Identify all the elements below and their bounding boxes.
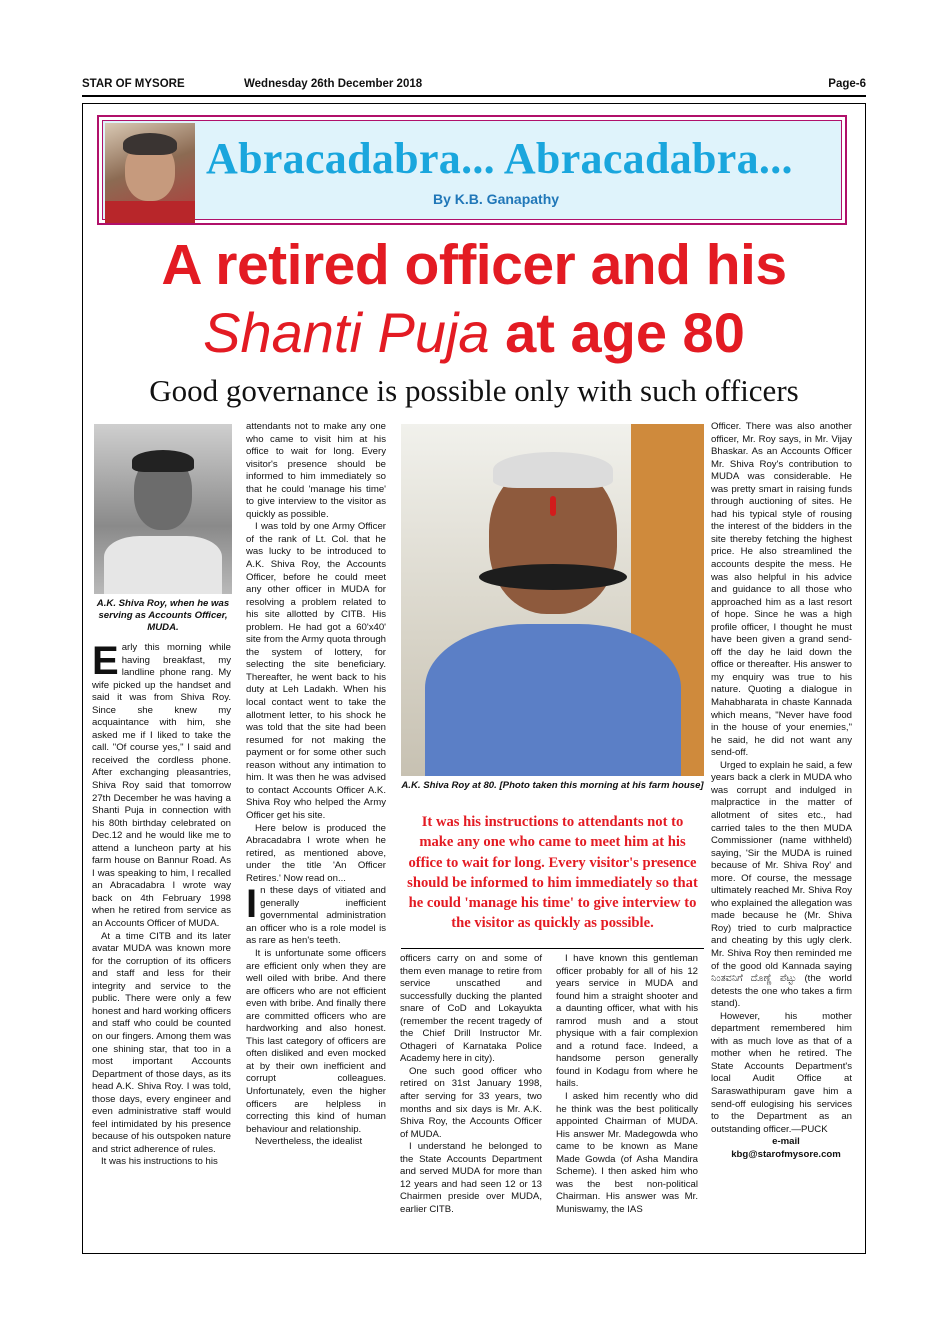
photo-shiva-roy-at-80 bbox=[401, 424, 704, 776]
headline-bold: at age 80 bbox=[505, 301, 745, 364]
headline-line-1: A retired officer and his bbox=[161, 233, 787, 297]
photo-caption-center: A.K. Shiva Roy at 80. [Photo taken this morning at his farm house] bbox=[401, 780, 704, 791]
paragraph: I have known this gentleman officer probably for all of his 12 years service in MUDA and found him a straight shooter and a daunting officer, what with his ramrod mush and a stout physique with a fair complexion and a rotund face. Indeed, a handsome person generally found in Kodagu from where he hails. bbox=[556, 953, 698, 1090]
page-number: Page-6 bbox=[828, 78, 866, 90]
paragraph: At a time CITB and its later avatar MUDA was known more for the corruption of its officers and staff and less for their integrity and service to the public. There were only a few honest and hard working officers and staff who could be counted on our fingers. Among them was one shining star, that too in a most important Accounts Department of those days, as its head A.K. Shiva Roy. I was told, those days, every engineer and even administrative staff would feel intimidated by his presence because of his outspoken nature and strict adherence of rules. bbox=[92, 930, 231, 1155]
paragraph: officers carry on and some of them even manage to retire from service unscathed and successfully ducking the planted snare of CoD and Lokayukta (remember the recent tragedy of the Chief Drill Instructor Mr. Othageri of Karnataka Police Academy here in city). bbox=[400, 953, 542, 1065]
paragraph: Urged to explain he said, a few years back a clerk in MUDA who was corrupt and indulged in malpractice in the matter of allotment of sites etc., had carried tales to the then MUDA Commissioner (name withheld) saying, 'Sir the MUDA is ruined because of Mr. Shiva Roy' and more. Of course, the message ultimately reached Mr. Shiva Roy who explained the allegation was made because he (Mr. Shiva Roy) tried to curb malpractice and cheating by this ugly clerk. Mr. Shiva Roy then reminded me of the good old Kannada saying ನಿಂತವನಿಗೆ ದೊಣ್ಣೆ ಪೆಟ್ಟು (the world detests the one who takes a firm stand). bbox=[711, 759, 852, 1010]
paragraph: I understand he belonged to the State Accounts Department and served MUDA for more than 12 years and had seen 12 or 13 Chairmen preside over MUDA, earlier CITB. bbox=[400, 1141, 542, 1215]
author-email[interactable]: kbg@starofmysore.com bbox=[731, 1148, 841, 1160]
column-5 bbox=[711, 421, 852, 1161]
issue-date: Wednesday 26th December 2018 bbox=[244, 78, 423, 90]
paragraph: Early this morning while having breakfast, my landline phone rang. My wife picked up the handset and said it was from Shiva Roy. Since she knew my acquaintance with him, she asked me if I liked to take the call. "Of course yes," I said and received the cordless phone. After exchanging pleasantries, Shiva Roy said that tomorrow 27th December he was having a Shanti Puja in connection with his 80th birthday celebrated on Dec.12 and he would like me to attend a luncheon party at his farm house on Bannur Road. As I was speaking to him, I recalled an Abracadabra I wrote way back on 4th February 1998 when he retired from service as an Accounts Officer of MUDA. bbox=[92, 639, 231, 930]
paragraph: Nevertheless, the idealist bbox=[255, 1136, 363, 1148]
page-header bbox=[82, 78, 866, 94]
author-photo bbox=[105, 123, 195, 223]
photo-shiva-roy-young bbox=[94, 424, 232, 594]
column-2 bbox=[246, 421, 386, 1149]
paragraph: Officer. There was also another officer, Mr. Roy says, in Mr. Vijay Bhaskar. As an Accounts Officer Mr. Shiva Roy's contribution to MUDA was considerable. He was pretty smart in raising funds through auctioning of sites. He had his typical style of rousing the interest of the bidders in the site thereby fetching the highest price. He also streamlined the accounts despite the mess. He was also helpful in his advice and guidance to all those who approached him as a last resort of hope. Since he was a high profile officer, I thought he must have been given a grand send-off the day he laid down the office or thereafter. His answer to my enquiry was true to his nature. Quoting a dialogue in Mahabharata in chaste Kannada which means, "Never have food in the house of your enemies," he said, he did not want any send-off. bbox=[711, 421, 852, 759]
banner-inner bbox=[102, 120, 842, 220]
paragraph: attendants not to make any one who came to visit him at his office to wait for long. Every visitor's presence should be informed to him immediately so that he could 'manage his time' to give interview to the visitor as quickly as possible. bbox=[246, 421, 386, 520]
photo-caption-left: A.K. Shiva Roy, when he was serving as Accounts Officer, MUDA. bbox=[96, 598, 230, 633]
pull-quote: It was his instructions to attendants not to make any one who came to meet him at his office to wait for long. Every visitor's presence should be informed to him immediately so that he could 'manage his time' to give interview to the visitor as quickly as possible. bbox=[407, 814, 698, 932]
paragraph: One such good officer who retired on 31st January 1998, after serving for 33 years, two months and six days is Mr. A.K. Shiva Roy, the Accounts Officer of MUDA. bbox=[400, 1065, 542, 1140]
column-1 bbox=[92, 639, 231, 1169]
email-label: e-mail bbox=[772, 1136, 800, 1148]
paragraph: It is unfortunate some officers are efficient only when they are well oiled with bribe. And there are officers who are not efficient even with bribe. And finally there are committed officers who are hardworking and also honest. This last category of officers are often disliked and even mocked at by their own inefficient and corrupt colleagues. Unfortunately, even the higher officers are helpless in correcting this kind of human behaviour and relationship. bbox=[246, 947, 386, 1135]
paper-name: STAR OF MYSORE bbox=[82, 78, 185, 90]
column-banner bbox=[97, 115, 847, 225]
header-rule bbox=[82, 95, 866, 97]
subheadline: Good governance is possible only with such officers bbox=[149, 373, 799, 408]
paragraph: However, his mother department remembered him with as much love as that of a mother when he retired. The State Accounts Department's local Audit Office at Saraswathipuram gave him a send-off eulogising his services to the Department as an outstanding officer.—PUCK bbox=[711, 1010, 852, 1135]
byline: By K.B. Ganapathy bbox=[433, 191, 560, 207]
headline-line-2 bbox=[82, 300, 866, 365]
paragraph: In these days of vitiated and generally inefficient governmental administration an officer who is a role model is as rare as hen's teeth. bbox=[246, 882, 386, 947]
paragraph: I was told by one Army Officer of the rank of Lt. Col. that he was lucky to be introduced to A.K. Shiva Roy, the Accounts Officer, before he could meet any other officer in MUDA for resolving a problem related to his site allotted by CITB. His problem. He had got a 60'x40' site from the Army quota through the system of lottery, for selecting the site beneficiary. Thereafter, he went back to his duty at Leh Ladakh. When his local contact went to take the allotment letter, to his shock he was told that the site had been resumed for not making the payment or for some other such reason without any intimation to him. It was then he was advised to contact Accounts Officer A.K. Shiva Roy who helped the Army Officer get his site. bbox=[246, 521, 386, 821]
paragraph: It was his instructions to his bbox=[101, 1156, 218, 1168]
column-title: Abracadabra... Abracadabra... bbox=[206, 134, 793, 183]
paragraph: Here below is produced the Abracadabra I wrote when he retired, as mentioned above, under the title 'An Officer Retires.' Now read on... bbox=[246, 822, 386, 884]
column-3 bbox=[400, 953, 542, 1216]
paragraph: I asked him recently who did he think was the best politically appointed Chairman of MUDA. His answer Mr. Madegowda who came to be known as Mane Made Gowda (of Asha Mandira Scheme). I then asked him who was the best non-political Chairman. His answer was Mr. Muniswamy, the IAS bbox=[556, 1091, 698, 1215]
pull-quote-rule bbox=[401, 948, 704, 949]
column-4 bbox=[556, 953, 698, 1216]
headline-italic: Shanti Puja bbox=[203, 301, 490, 364]
